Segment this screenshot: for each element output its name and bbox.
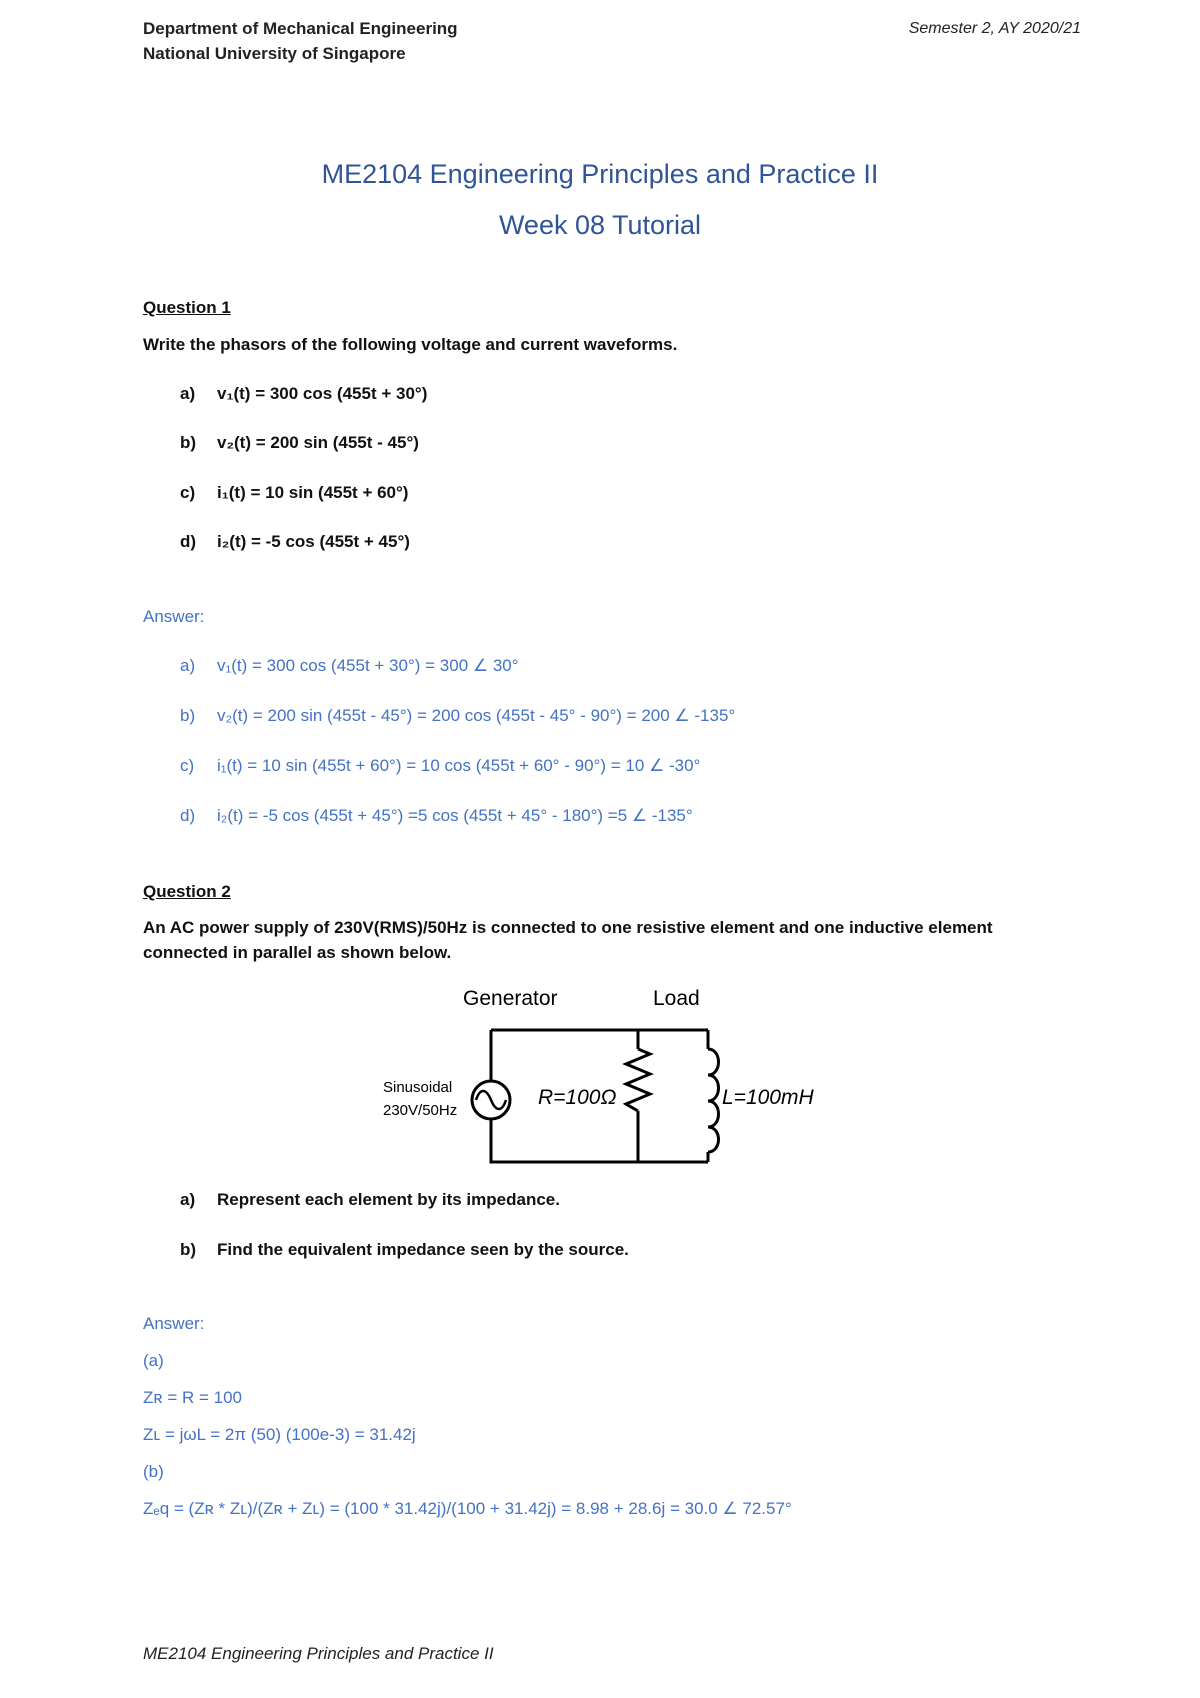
resistor-label: R=100Ω (538, 1086, 617, 1109)
question-2-prompt-line-2: connected in parallel as shown below. (143, 943, 452, 962)
item-text: v₁(t) = 300 cos (455t + 30°) = 300 ∠ 30° (217, 656, 519, 675)
source-label-line-1: Sinusoidal (383, 1079, 453, 1096)
item-text: Represent each element by its impedance. (217, 1190, 560, 1209)
impedance-resistor: Zʀ = R = 100 (143, 1388, 242, 1407)
item-label: a) (180, 656, 196, 675)
course-title: ME2104 Engineering Principles and Practice II (321, 159, 879, 189)
item-text: v₁(t) = 300 cos (455t + 30°) (217, 384, 428, 403)
item-label: d) (180, 532, 197, 551)
q1-answer-c (180, 756, 700, 776)
item-text: v₂(t) = 200 sin (455t - 45°) (217, 433, 419, 452)
header-university: National University of Singapore (143, 44, 406, 63)
question-2-prompt-line-1: An AC power supply of 230V(RMS)/50Hz is connected to one resistive element and one inductive element (143, 918, 993, 937)
q1-answer-b (180, 706, 735, 726)
answer-part-a-label: (a) (143, 1351, 164, 1370)
item-label: c) (180, 756, 195, 775)
circuit-diagram (370, 980, 850, 1170)
item-label: b) (180, 706, 196, 725)
page-footer: ME2104 Engineering Principles and Practice II (143, 1644, 494, 1663)
item-label: b) (180, 1240, 197, 1259)
item-text: i₁(t) = 10 sin (455t + 60°) (217, 483, 409, 502)
inductor-label: L=100mH (722, 1086, 814, 1109)
impedance-inductor: Zʟ = jωL = 2π (50) (100e-3) = 31.42j (143, 1425, 416, 1444)
q2-item-a (180, 1190, 560, 1210)
item-text: v₂(t) = 200 sin (455t - 45°) = 200 cos (455t - 45° - 90°) = 200 ∠ -135° (217, 706, 736, 725)
item-text: Find the equivalent impedance seen by the source. (217, 1240, 629, 1259)
q1-item-b (180, 433, 419, 453)
q2-item-b (180, 1240, 629, 1260)
source-label-line-2: 230V/50Hz (383, 1102, 458, 1119)
resistor-icon (626, 1049, 650, 1111)
answer-part-b-label: (b) (143, 1462, 164, 1481)
item-text: i₁(t) = 10 sin (455t + 60°) = 10 cos (455t + 60° - 90°) = 10 ∠ -30° (217, 756, 701, 775)
question-2-heading: Question 2 (143, 882, 231, 901)
item-label: d) (180, 806, 196, 825)
generator-label: Generator (463, 987, 558, 1010)
item-text: i₂(t) = -5 cos (455t + 45°) =5 cos (455t + 45° - 180°) =5 ∠ -135° (217, 806, 693, 825)
item-text: i₂(t) = -5 cos (455t + 45°) (217, 532, 410, 551)
item-label: b) (180, 433, 197, 452)
inductor-icon (708, 1049, 719, 1152)
q1-item-d (180, 532, 410, 552)
item-label: a) (180, 1190, 196, 1209)
tutorial-title: Week 08 Tutorial (498, 210, 702, 240)
question-1-answer-label: Answer: (143, 607, 205, 626)
question-1-prompt: Write the phasors of the following voltage and current waveforms. (143, 335, 678, 354)
load-label: Load (653, 987, 700, 1010)
q1-answer-a (180, 656, 519, 676)
q1-item-c (180, 483, 408, 503)
item-label: c) (180, 483, 196, 502)
item-label: a) (180, 384, 196, 403)
equivalent-impedance: Zₑq = (Zʀ * Zʟ)/(Zʀ + Zʟ) = (100 * 31.42j)/(100 + 31.42j) = 8.98 + 28.6j = 30.0 ∠ 72.57° (143, 1499, 792, 1518)
header-department: Department of Mechanical Engineering (143, 19, 458, 38)
q1-answer-d (180, 806, 693, 826)
header-semester: Semester 2, AY 2020/21 (908, 20, 1081, 37)
q1-item-a (180, 384, 427, 404)
question-2-answer-label: Answer: (143, 1314, 205, 1333)
question-1-heading: Question 1 (143, 298, 231, 317)
